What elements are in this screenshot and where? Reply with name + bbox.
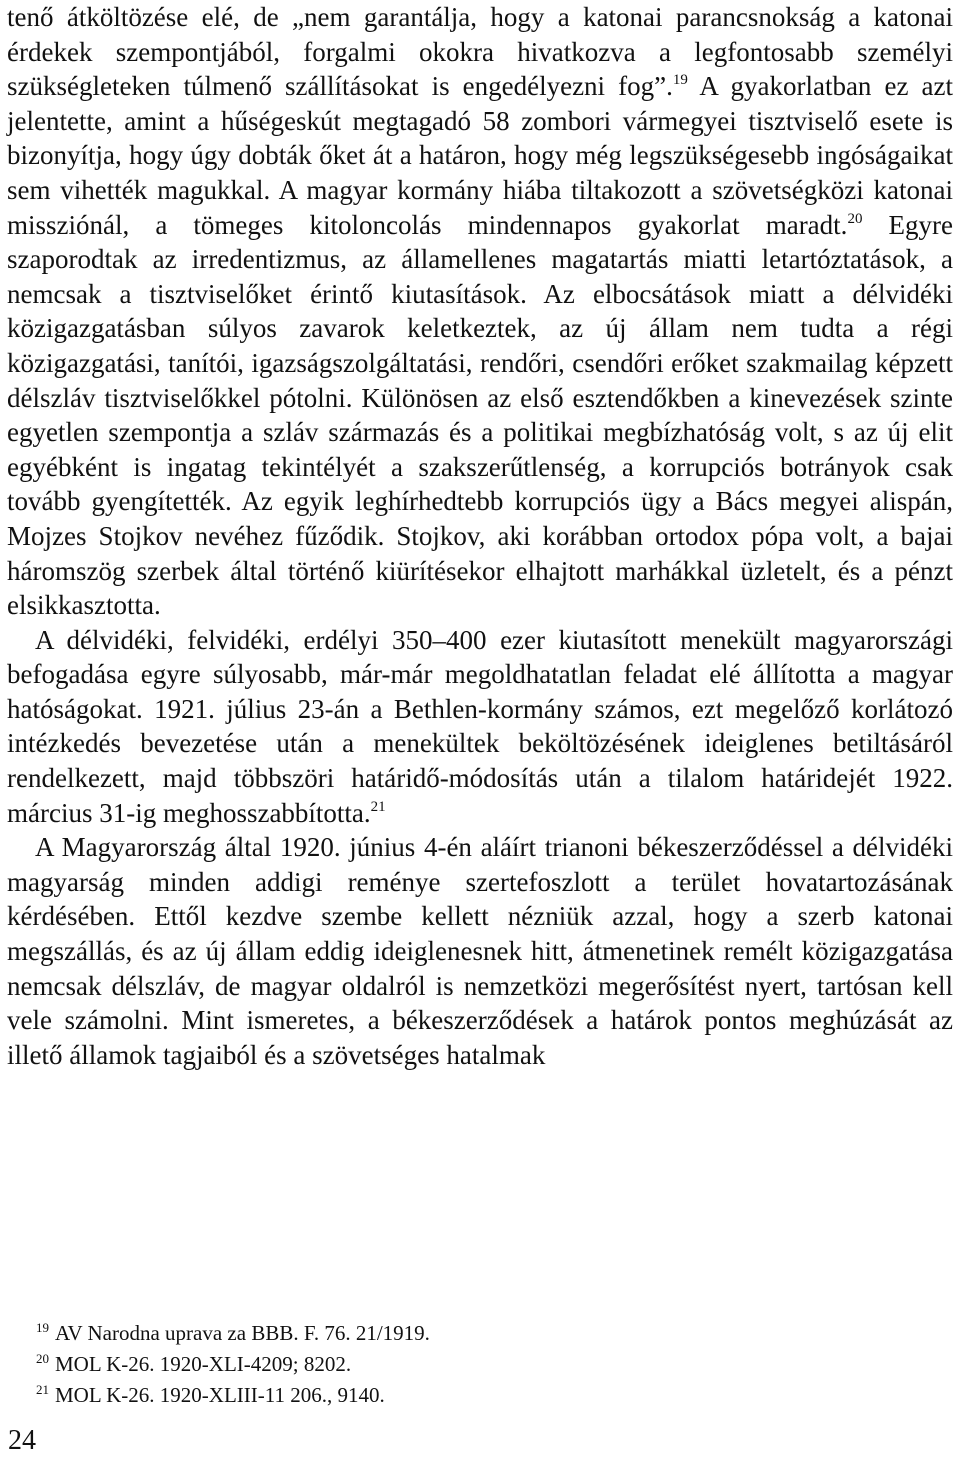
text-run: A Magyarország által 1920. június 4-én aláírt trianoni békeszerződéssel a délvidéki magyarság minden addigi reménye szertefoszlott a terület hovatartozásának kérdésében. Ettől kezdve szembe kellett nézniük azzal, hogy a szerb katonai megszállás, és az új állam eddig ideiglenesnek hitt, átmenetinek remélt közigazgatása nemcsak délszláv, de magyar oldalról is nemzetközi megerősítést nyert, tartósan kell vele számolni. Mint ismeretes, a békeszerződések a határok pontos meghúzását az illető államok tagjaiból és a szövetséges hatalmak bbox=[7, 832, 953, 1070]
paragraph bbox=[7, 0, 953, 623]
paragraph bbox=[7, 623, 953, 831]
text-run: Egyre szaporodtak az irredentizmus, az államellenes magatartás miatti letartóztatások, a nemcsak a tisztviselőket érintő kiutasítások. Az elbocsátások miatt a délvidéki közigazgatásban súlyos zavarok keletkeztek, az új állam nem tudta a régi közigazgatási, tanítói, igazságszolgáltatási, rendőri, csendőri erőket szakmailag képzett délszláv tisztviselőkkel pótolni. Különösen az első esztendőkben a kinevezések szinte egyetlen szempontja a szláv származás és a politikai megbízhatóság volt, s az új elit egyébként is ingatag tekintélyét a szakszerűtlenség, a korrupciós botrányok csak tovább gyengítették. Az egyik leghírhedtebb korrupciós ügy a Bács megyei alispán, Mojzes Stojkov nevéhez fűződik. Stojkov, aki korábban ortodox pópa volt, a bajai háromszög szerbek által történő kiürítésekor elhajtott marhákkal üzletelt, és a pénzt elsikkasztotta. bbox=[7, 209, 954, 621]
text-run: A délvidéki, felvidéki, erdélyi 350–400 ezer kiutasított menekült magyarországi befogadása egyre súlyosabb, már-már megoldhatatlan feladat elé állította a magyar hatóságokat. 1921. július 23-án a Bethlen-kormány számos, ezt megelőző korlátozó intézkedés bevezetése után a menekültek beköltözésének ideiglenes betiltásáról rendelkezett, majd többszöri határidő-módosítás után a tilalom határidejét 1922. március 31-ig meghosszabbította. bbox=[7, 624, 953, 828]
footnote-number: 20 bbox=[36, 1351, 49, 1366]
text-run: tenő átköltözése elé, de „nem garantálja, hogy a katonai parancsnokság a katonai érdekek szempontjából, forgalmi okokra hivatkozva a legfontosabb személyi szükségleteken túlmenő szállításokat is engedélyezni fog”. bbox=[7, 2, 953, 102]
footnote-ref: 19 bbox=[672, 72, 688, 89]
footnote bbox=[36, 1318, 936, 1349]
footnote-ref: 20 bbox=[847, 210, 863, 227]
footnote bbox=[36, 1380, 936, 1411]
page-number: 24 bbox=[8, 1425, 36, 1456]
footnote-text: MOL K-26. 1920-XLI-4209; 8202. bbox=[55, 1352, 352, 1376]
footnote-number: 19 bbox=[36, 1320, 49, 1335]
footnote-text: AV Narodna uprava za BBB. F. 76. 21/1919. bbox=[55, 1321, 430, 1345]
body-text bbox=[7, 0, 953, 1072]
paragraph bbox=[7, 830, 953, 1072]
footnote-number: 21 bbox=[36, 1382, 49, 1397]
footnotes bbox=[36, 1318, 936, 1411]
footnote-text: MOL K-26. 1920-XLIII-11 206., 9140. bbox=[55, 1383, 385, 1407]
footnote bbox=[36, 1349, 936, 1380]
footnote-ref: 21 bbox=[370, 798, 386, 815]
text-run: A gyakorlatban ez azt jelentette, amint a hűségeskút megtagadó 58 zombori vármegyei tisztviselő esete is bizonyítja, hogy úgy dobták őket át a határon, hogy még legszükségesebb ingóságaikat sem vihették magukkal. A magyar kormány hiába tiltakozott a szövetségközi katonai missziónál, a tömeges kitoloncolás mindennapos gyakorlat maradt. bbox=[7, 71, 953, 240]
